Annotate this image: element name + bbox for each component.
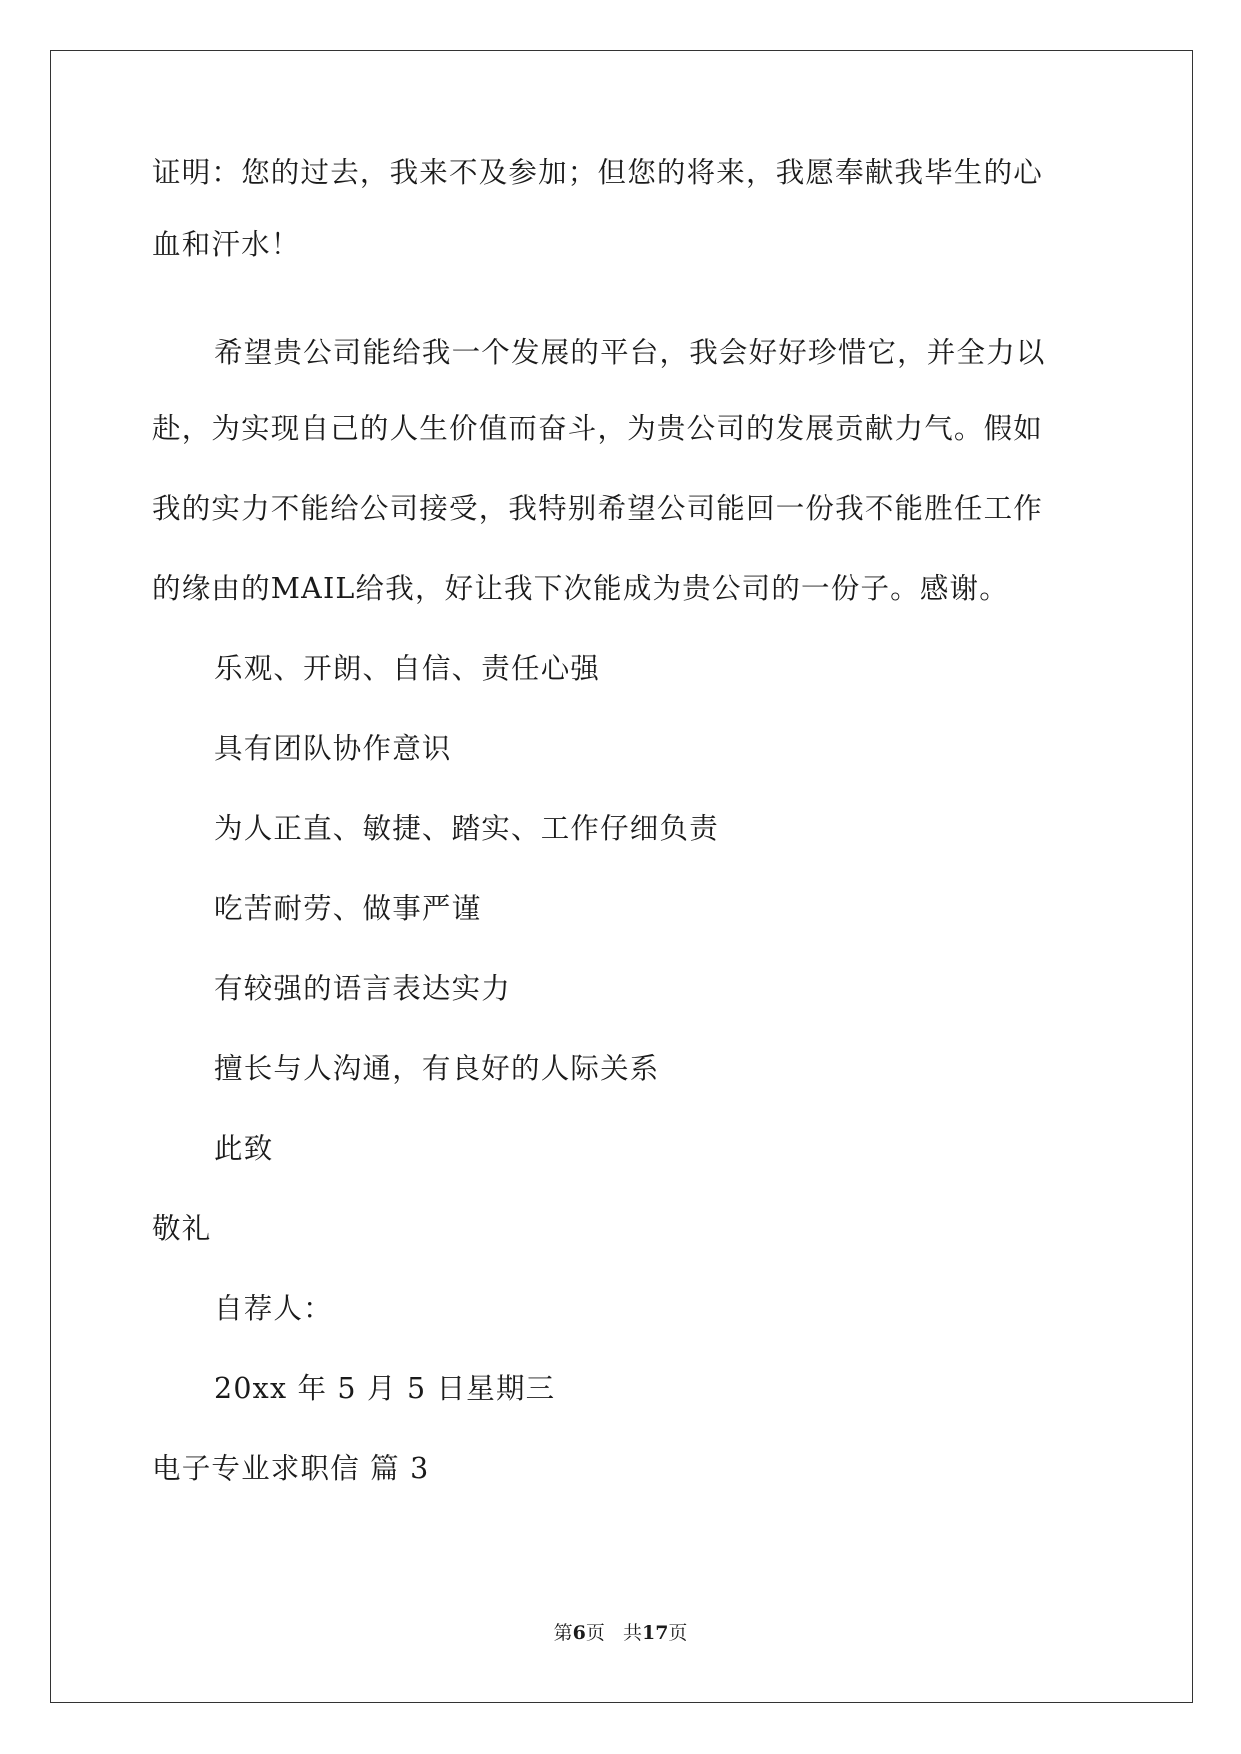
section-heading: 电子专业求职信 篇 3 bbox=[152, 1452, 430, 1485]
footer-page-number: 6 bbox=[572, 1622, 586, 1644]
text-line: 希望贵公司能给我一个发展的平台，我会好好珍惜它，并全力以 bbox=[214, 336, 1046, 369]
text-line: 乐观、开朗、自信、责任心强 bbox=[214, 652, 601, 685]
text-line: 我的实力不能给公司接受，我特别希望公司能回一份我不能胜任工作 bbox=[152, 492, 1044, 525]
text-line: 吃苦耐劳、做事严谨 bbox=[214, 892, 482, 925]
text-line: 具有团队协作意识 bbox=[214, 732, 452, 765]
text-line: 证明：您的过去，我来不及参加；但您的将来，我愿奉献我毕生的心 bbox=[152, 156, 1044, 189]
footer-page-suffix: 页 bbox=[585, 1622, 605, 1644]
text-line: 20xx 年 5 月 5 日星期三 bbox=[214, 1372, 556, 1405]
text-line: 的缘由的MAIL给我，好让我下次能成为贵公司的一份子。感谢。 bbox=[152, 572, 1009, 605]
text-line: 血和汗水！ bbox=[152, 228, 301, 261]
text-line: 赴，为实现自己的人生价值而奋斗，为贵公司的发展贡献力气。假如 bbox=[152, 412, 1044, 445]
text-line: 有较强的语言表达实力 bbox=[214, 972, 512, 1005]
text-line: 敬礼 bbox=[152, 1212, 212, 1245]
text-line: 此致 bbox=[214, 1132, 274, 1165]
footer-total-prefix: 共 bbox=[622, 1622, 642, 1644]
footer-total-suffix: 页 bbox=[668, 1622, 688, 1644]
text-line: 擅长与人沟通，有良好的人际关系 bbox=[214, 1052, 660, 1085]
page-footer bbox=[0, 1620, 1241, 1646]
text-line: 自荐人： bbox=[214, 1292, 333, 1325]
footer-total-pages: 17 bbox=[641, 1622, 669, 1644]
footer-page-prefix: 第 bbox=[553, 1622, 573, 1644]
text-line: 为人正直、敏捷、踏实、工作仔细负责 bbox=[214, 812, 719, 845]
